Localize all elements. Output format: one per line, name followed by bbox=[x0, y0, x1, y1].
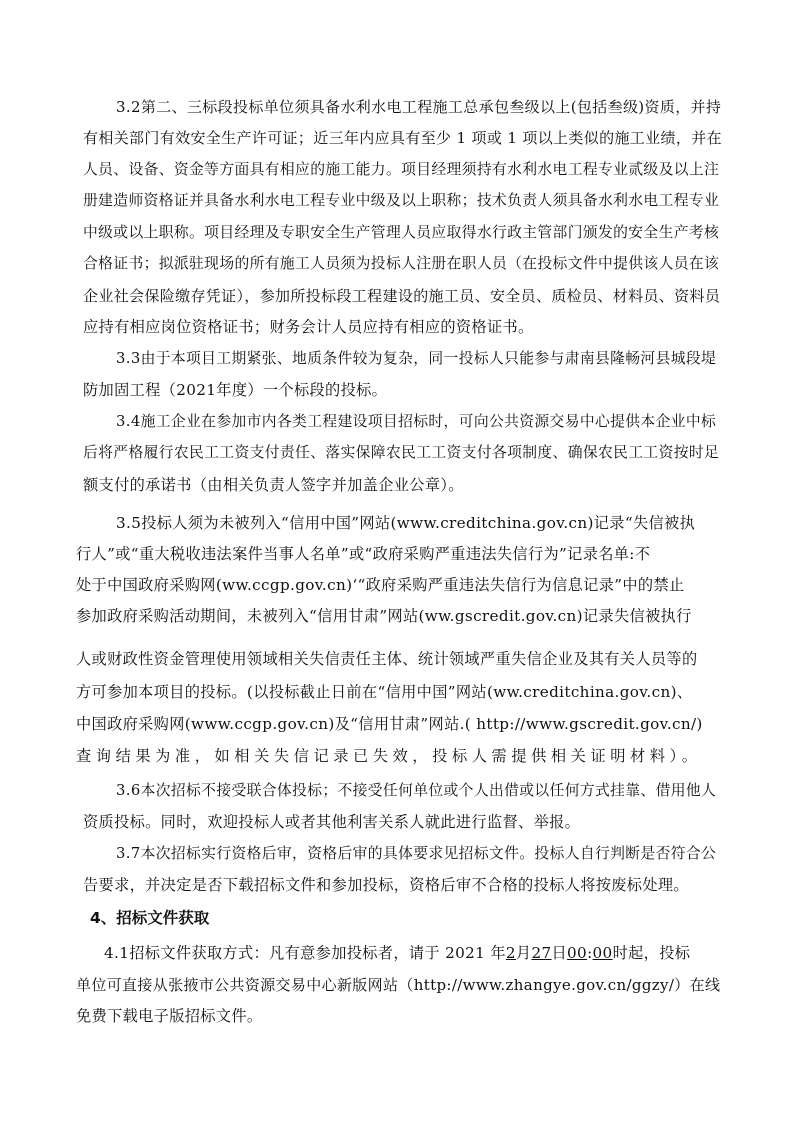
para-3-2-line-8: 应持有相应岗位资格证书；财务会计人员应持有相应的资格证书。 bbox=[83, 318, 534, 336]
para-4-1-prefix: 4.1招标文件获取方式：凡有意参加投标者，请于 2021 年 bbox=[104, 944, 506, 962]
month-unit: 月 bbox=[515, 944, 532, 962]
para-3-3-line-1: 3.3由于本项目工期紧张、地质条件较为复杂，同一投标人只能参与肃南县隆畅河县城段堤 bbox=[116, 350, 717, 367]
para-3-5-line-3: 处于中国政府采购网(ww.ccgp.gov.cn)‘“政府采购严重违法失信行为信息记录”中的禁止 bbox=[76, 576, 685, 594]
para-3-7-line-2: 告要求，并决定是否下载招标文件和参加投标，资格后审不合格的投标人将按废标处理。 bbox=[83, 876, 689, 894]
section-4-heading: 4、招标文件获取 bbox=[90, 909, 210, 927]
para-3-3-line-2: 防加固工程（2021年度）一个标段的投标。 bbox=[83, 381, 388, 399]
para-3-2-line-3: 人员、设备、资金等方面具有相应的施工能力。项目经理须持有水利水电工程专业贰级及以上注 bbox=[83, 161, 720, 178]
para-3-5-line-7: 中国政府采购网(www.ccgp.gov.cn)及“信用甘肃”网站.( http://www.gscredit.gov.cn/) bbox=[76, 715, 703, 733]
para-3-2-line-2: 有相关部门有效安全生产许可证；近三年内应具有至少 1 项或 1 项以上类似的施工业绩，并在 bbox=[83, 129, 722, 147]
hour-value: 00 bbox=[567, 944, 588, 962]
para-3-7-line-1: 3.7本次招标实行资格后审，资格后审的具体要求见招标文件。投标人自行判断是否符合公 bbox=[116, 845, 717, 862]
para-4-1-line-2: 单位可直接从张掖市公共资源交易中心新版网站（http://www.zhangye.gov.cn/ggzy/）在线 bbox=[76, 976, 721, 994]
para-3-5-line-1: 3.5投标人须为未被列入“信用中国”网站(www.creditchina.gov.cn)记录“失信被执 bbox=[116, 514, 696, 532]
para-3-2-line-7: 企业社会保险缴存凭证），参加所投标段工程建设的施工员、安全员、质检员、材料员、资料员 bbox=[83, 287, 721, 305]
para-3-5-line-6: 方可参加本项目的投标。(以投标截止日前在“信用中国”网站(ww.creditchina.gov.cn)、 bbox=[76, 683, 693, 701]
para-3-5-line-5: 人或财政性资金管理使用领域相关失信责任主体、统计领域严重失信企业及其有关人员等的 bbox=[76, 650, 698, 668]
day-unit: 日 bbox=[551, 944, 568, 962]
para-4-1-suffix: 时起，投标 bbox=[612, 944, 691, 962]
minute-value: 00 bbox=[592, 944, 613, 962]
para-3-5-line-4: 参加政府采购活动期间，未被列入“信用甘肃”网站(ww.gscredit.gov.cn)记录失信被执行 bbox=[76, 607, 692, 625]
day-value: 27 bbox=[531, 944, 552, 962]
para-3-5-line-8: 查询结果为准，如相关失信记录已失效，投标人需提供相关证明材料）。 bbox=[76, 747, 702, 765]
para-3-5-line-2: 行人”或“重大税收违法案件当事人名单”或“政府采购严重违法失信行为”记录名单:不 bbox=[76, 545, 651, 563]
para-4-1-line-3: 免费下载电子版招标文件。 bbox=[76, 1007, 263, 1025]
para-3-4-line-1: 3.4施工企业在参加市内各类工程建设项目招标时，可向公共资源交易中心提供本企业中标 bbox=[116, 413, 717, 430]
para-3-2-line-4: 册建造师资格证并具备水利水电工程专业中级及以上职称；技术负责人须具备水利水电工程专业 bbox=[83, 192, 720, 209]
para-3-4-line-2: 后将严格履行农民工工资支付责任、落实保障农民工工资支付各项制度、确保农民工工资按时足 bbox=[83, 444, 720, 461]
para-3-2-line-1: 3.2第二、三标段投标单位须具备水利水电工程施工总承包叁级以上(包括叁级)资质，并持 bbox=[116, 98, 722, 116]
para-3-2-line-5: 中级或以上职称。项目经理及专职安全生产管理人员应取得水行政主管部门颁发的安全生产考核 bbox=[83, 224, 720, 241]
para-3-6-line-2: 资质投标。同时，欢迎投标人或者其他利害关系人就此进行监督、举报。 bbox=[83, 813, 581, 831]
para-3-2-line-6: 合格证书；拟派驻现场的所有施工人员须为投标人注册在职人员（在投标文件中提供该人员在该 bbox=[83, 255, 720, 272]
para-4-1-line-1 bbox=[104, 943, 690, 963]
para-3-4-line-3: 额支付的承诺书（由相关负责人签字并加盖企业公章）。 bbox=[83, 476, 464, 494]
time-colon: : bbox=[587, 944, 593, 962]
month-value: 2 bbox=[505, 944, 516, 962]
para-3-6-line-1: 3.6本次招标不接受联合体投标；不接受任何单位或个人出借或以任何方式挂靠、借用他人 bbox=[116, 782, 717, 799]
